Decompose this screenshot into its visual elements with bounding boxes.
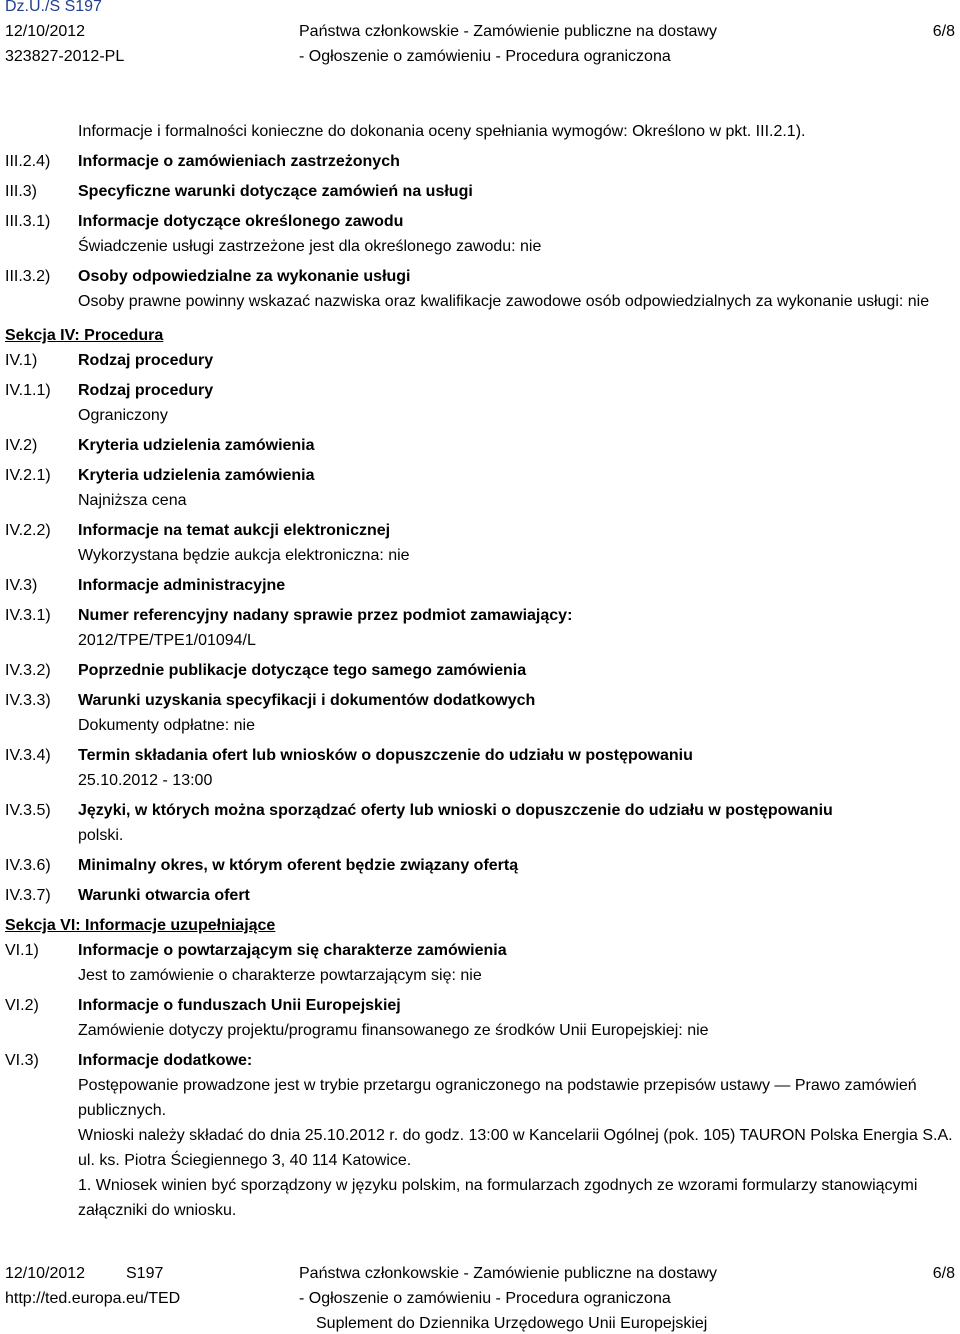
document-body	[5, 119, 955, 1223]
item-number: IV.1)	[5, 352, 38, 369]
item-number: IV.3.2)	[5, 662, 51, 679]
header-title-line2: - Ogłoszenie o zamówieniu - Procedura ograniczona	[299, 48, 671, 65]
item-number: IV.2)	[5, 437, 38, 454]
section-6-heading: Sekcja VI: Informacje uzupełniające	[5, 917, 276, 934]
header-date: 12/10/2012	[5, 23, 86, 40]
numbered-item	[5, 149, 955, 174]
numbered-item	[5, 264, 955, 314]
intro-line	[5, 119, 955, 144]
item-number: III.3.1)	[5, 213, 51, 230]
item-number: IV.3.1)	[5, 607, 51, 624]
item-title: Poprzednie publikacje dotyczące tego samego zamówienia	[78, 662, 527, 679]
item-text: polski.	[78, 827, 124, 844]
numbered-item	[5, 209, 955, 259]
item-number: IV.3.7)	[5, 887, 51, 904]
header-title-line1: Państwa członkowskie - Zamówienie publiczne na dostawy	[299, 23, 717, 40]
item-title: Informacje o zamówieniach zastrzeżonych	[78, 153, 400, 170]
numbered-item	[5, 798, 955, 848]
numbered-item	[5, 688, 955, 738]
item-title: Minimalny okres, w którym oferent będzie związany ofertą	[78, 857, 519, 874]
header-page-number: 6/8	[932, 23, 955, 40]
item-text: 2012/TPE/TPE1/01094/L	[78, 632, 256, 649]
header-doc-id: 323827-2012-PL	[5, 48, 125, 65]
item-number: VI.1)	[5, 942, 39, 959]
numbered-item	[5, 179, 955, 204]
numbered-item	[5, 853, 955, 878]
section-4-list	[5, 348, 955, 913]
intro-text: Informacje i formalności konieczne do dokonania oceny spełniania wymogów: Określono w pkt. III.2.1).	[78, 123, 806, 140]
additional-info-p2: Wnioski należy składać do dnia 25.10.2012 r. do godz. 13:00 w Kancelarii Ogólnej (pok. 105) TAURON Polska Energia S.A. ul. ks. Piotra Ściegiennego 3, 40 114 Katowice.	[78, 1127, 953, 1169]
item-title: Specyficzne warunki dotyczące zamówień na usługi	[78, 183, 473, 200]
item-text: Osoby prawne powinny wskazać nazwiska oraz kwalifikacje zawodowe osób odpowiedzialnych za wykonanie usługi: nie	[78, 293, 930, 310]
numbered-item	[5, 573, 955, 598]
section-3-list	[5, 149, 955, 319]
item-title: Informacje administracyjne	[78, 577, 286, 594]
item-text: Ograniczony	[78, 407, 168, 424]
footer-title-line3: Suplement do Dziennika Urzędowego Unii Europejskiej	[316, 1315, 708, 1332]
item-title: Informacje dotyczące określonego zawodu	[78, 213, 404, 230]
item-title: Informacje o powtarzającym się charakterze zamówienia	[78, 942, 507, 959]
numbered-item	[5, 518, 955, 568]
item-text: Najniższa cena	[78, 492, 187, 509]
footer-title-line1: Państwa członkowskie - Zamówienie publiczne na dostawy	[299, 1265, 717, 1282]
numbered-item	[5, 433, 955, 458]
item-title: Warunki otwarcia ofert	[78, 887, 250, 904]
item-number: IV.3.5)	[5, 802, 51, 819]
numbered-item	[5, 658, 955, 683]
item-title: Języki, w których można sporządzać oferty lub wnioski o dopuszczenie do udziału w postępowaniu	[78, 802, 833, 819]
numbered-item	[5, 993, 955, 1043]
journal-reference[interactable]: Dz.U./S S197	[5, 0, 102, 15]
item-title: Termin składania ofert lub wniosków o dopuszczenie do udziału w postępowaniu	[78, 747, 693, 764]
footer-issue: S197	[126, 1265, 164, 1282]
item-text: Świadczenie usługi zastrzeżone jest dla określonego zawodu: nie	[78, 238, 542, 255]
item-text: 25.10.2012 - 13:00	[78, 772, 213, 789]
numbered-item	[5, 348, 955, 373]
item-number: IV.3.3)	[5, 692, 51, 709]
item-vi3	[5, 1048, 955, 1223]
item-title: Warunki uzyskania specyfikacji i dokumentów dodatkowych	[78, 692, 536, 709]
page-header	[0, 0, 960, 80]
additional-info-p1: Postępowanie prowadzone jest w trybie przetargu ograniczonego na podstawie przepisów ustawy — Prawo zamówień publicznych.	[78, 1077, 917, 1119]
footer-title-line2: - Ogłoszenie o zamówieniu - Procedura ograniczona	[299, 1290, 671, 1307]
item-title: Rodzaj procedury	[78, 382, 214, 399]
footer-page-number: 6/8	[932, 1265, 955, 1282]
item-number: IV.3.6)	[5, 857, 51, 874]
item-title: Informacje dodatkowe:	[78, 1052, 253, 1069]
item-text: Dokumenty odpłatne: nie	[78, 717, 255, 734]
item-text: Wykorzystana będzie aukcja elektroniczna: nie	[78, 547, 410, 564]
numbered-item	[5, 463, 955, 513]
numbered-item	[5, 378, 955, 428]
item-number: IV.2.1)	[5, 467, 51, 484]
item-number: IV.1.1)	[5, 382, 51, 399]
item-number: VI.2)	[5, 997, 39, 1014]
item-number: III.3.2)	[5, 268, 51, 285]
item-number: VI.3)	[5, 1052, 39, 1069]
item-title: Kryteria udzielenia zamówienia	[78, 437, 315, 454]
numbered-item	[5, 883, 955, 908]
item-number: IV.2.2)	[5, 522, 51, 539]
item-number: III.2.4)	[5, 153, 51, 170]
additional-info-p3: 1. Wniosek winien być sporządzony w języku polskim, na formularzach zgodnych ze wzorami formularzy stanowiącymi załączniki do wniosku.	[78, 1177, 918, 1219]
item-title: Rodzaj procedury	[78, 352, 214, 369]
numbered-item	[5, 603, 955, 653]
item-number: IV.3)	[5, 577, 38, 594]
item-number: III.3)	[5, 183, 38, 200]
section-6-list	[5, 938, 955, 1048]
item-title: Informacje na temat aukcji elektronicznej	[78, 522, 391, 539]
item-title: Osoby odpowiedzialne za wykonanie usługi	[78, 268, 411, 285]
numbered-item	[5, 938, 955, 988]
page-footer	[0, 1264, 960, 1334]
item-title: Informacje o funduszach Unii Europejskiej	[78, 997, 401, 1014]
item-number: IV.3.4)	[5, 747, 51, 764]
footer-date: 12/10/2012	[5, 1265, 86, 1282]
numbered-item	[5, 743, 955, 793]
item-text: Zamówienie dotyczy projektu/programu finansowanego ze środków Unii Europejskiej: nie	[78, 1022, 709, 1039]
item-title: Numer referencyjny nadany sprawie przez podmiot zamawiający:	[78, 607, 573, 624]
section-4-heading: Sekcja IV: Procedura	[5, 327, 164, 344]
item-title: Kryteria udzielenia zamówienia	[78, 467, 315, 484]
item-text: Jest to zamówienie o charakterze powtarzającym się: nie	[78, 967, 482, 984]
footer-url[interactable]: http://ted.europa.eu/TED	[5, 1290, 181, 1307]
